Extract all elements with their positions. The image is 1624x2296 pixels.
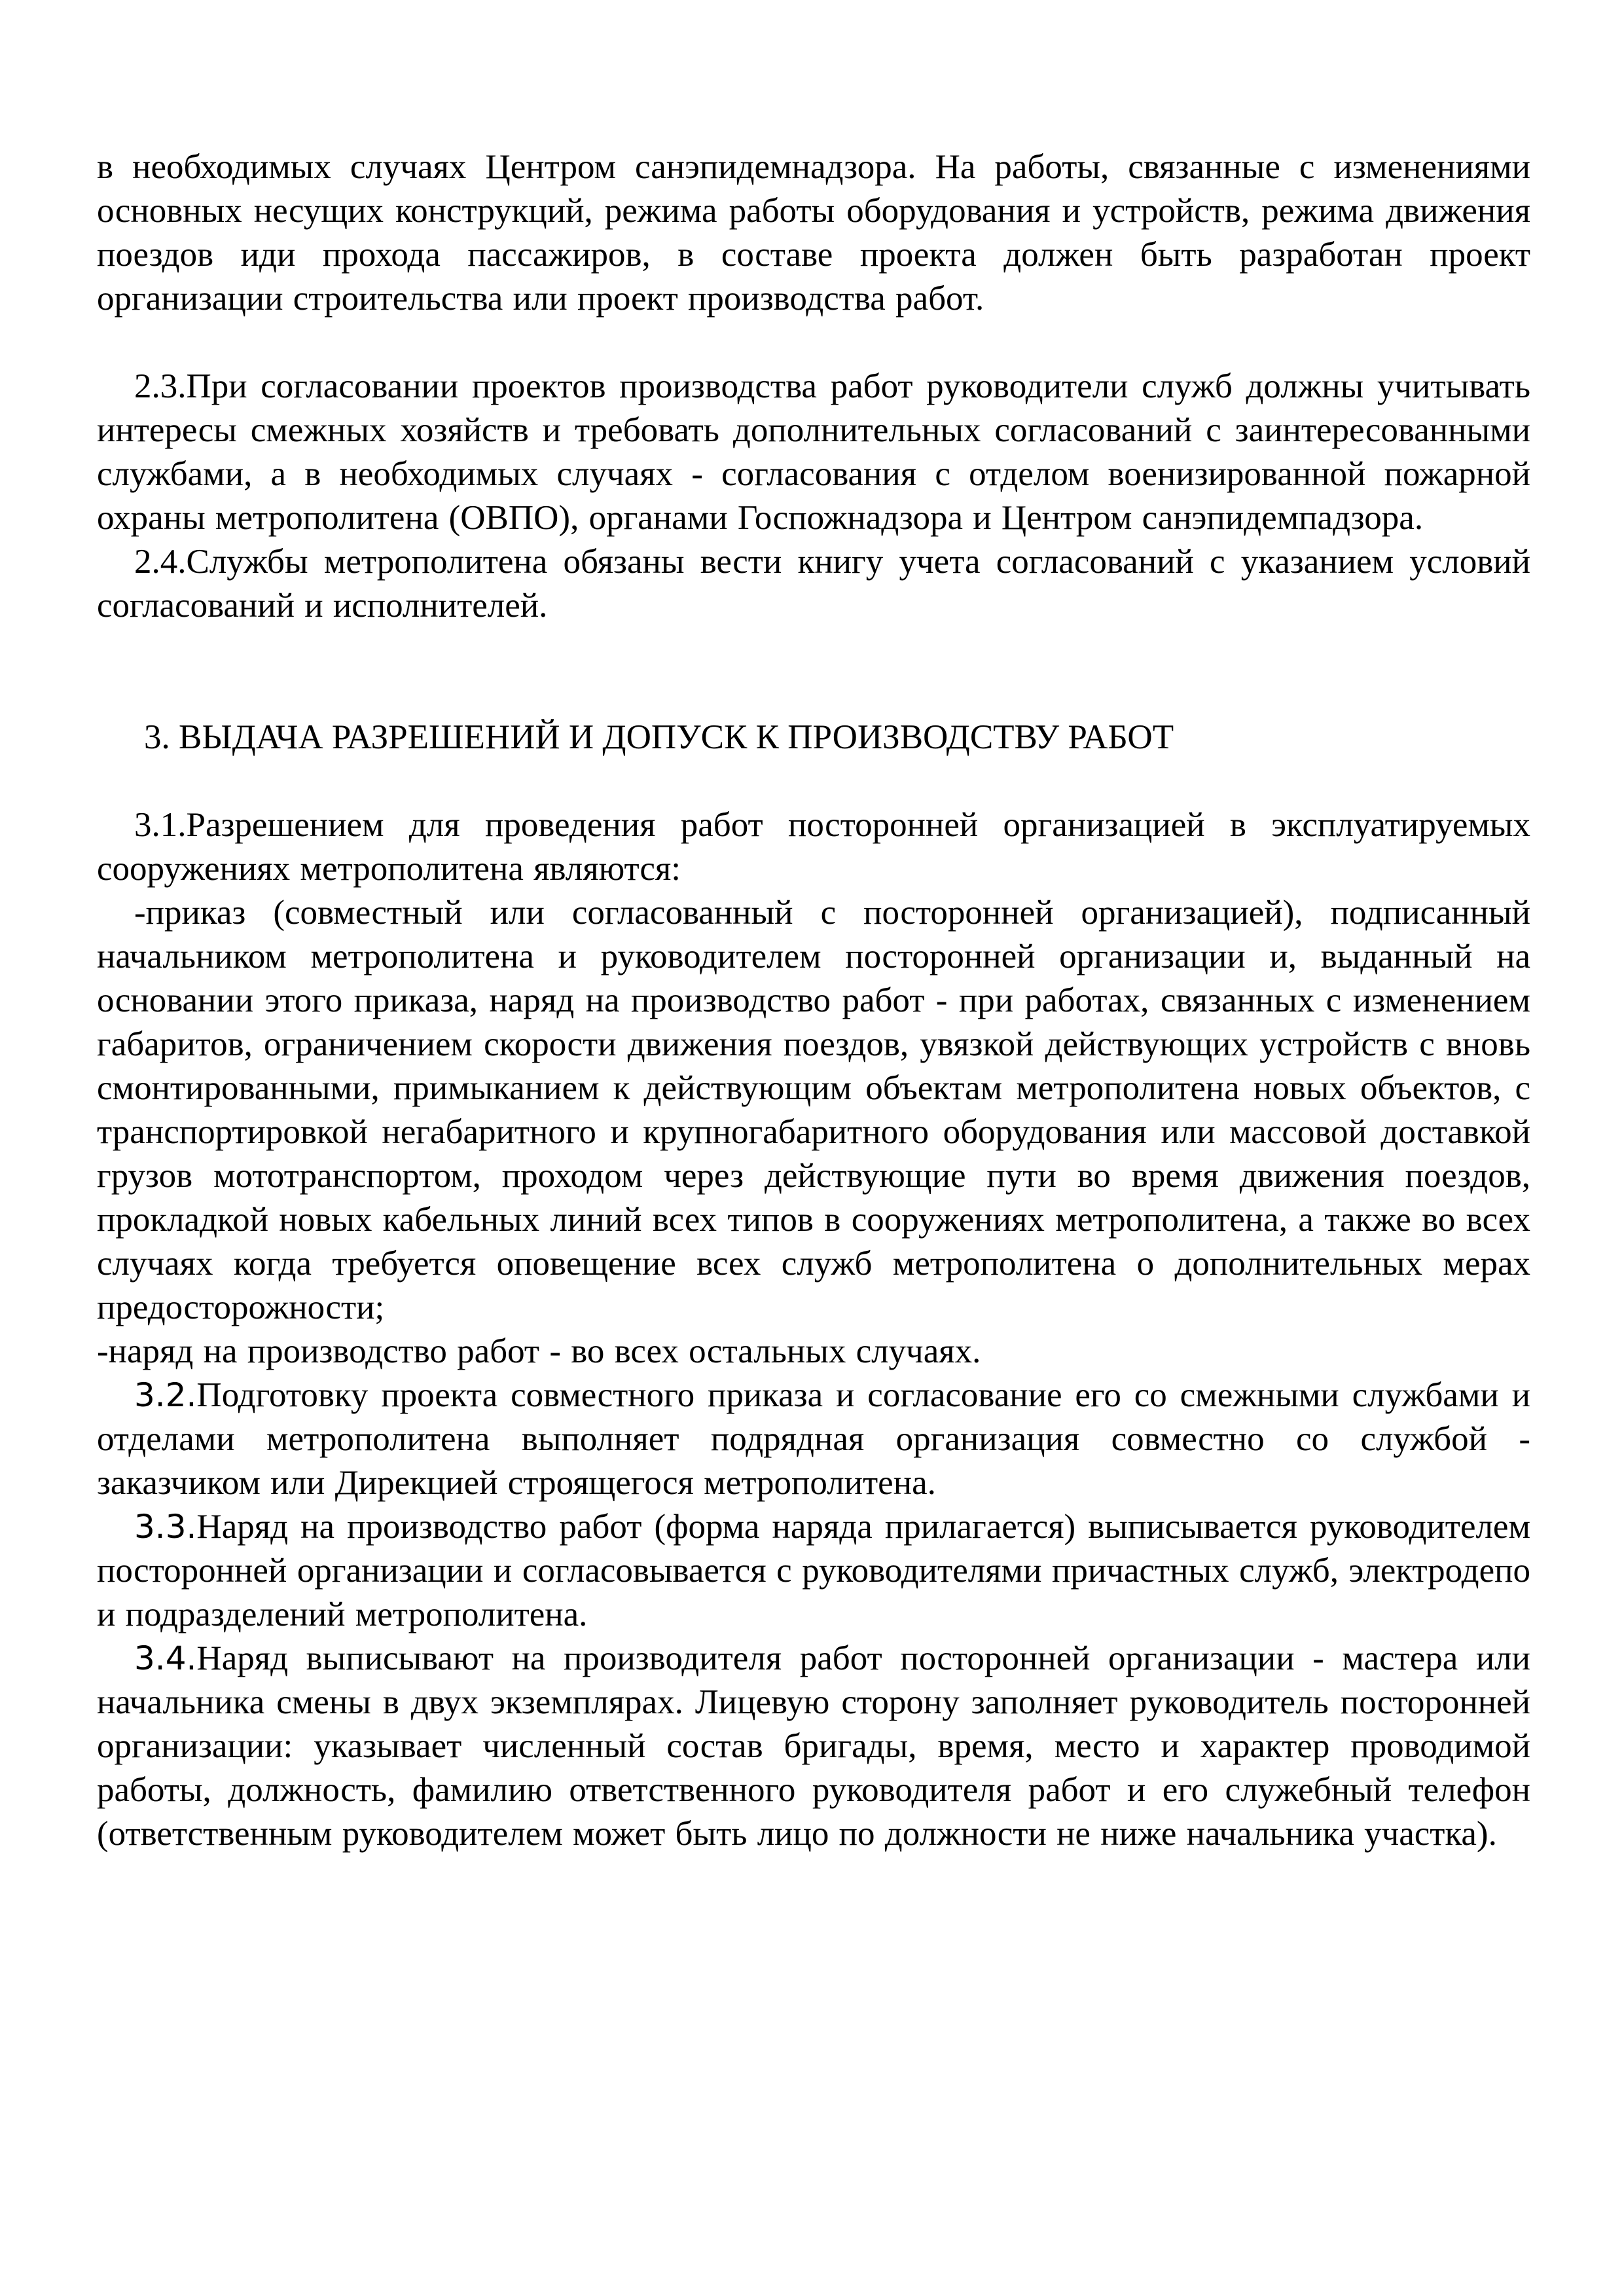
paragraph-3-1-work-permit-item: -наряд на производство работ - во всех остальных случаях. <box>97 1332 981 1370</box>
paragraph-number: 3.3. <box>134 1508 197 1546</box>
paragraph-number: 3.4. <box>134 1639 197 1677</box>
section-3-heading: 3. ВЫДАЧА РАЗРЕШЕНИЙ И ДОПУСК К ПРОИЗВОДСТВУ РАБОТ <box>144 718 1174 756</box>
paragraph-3-1: 3.1.Разрешением для проведения работ посторонней организацией в эксплуатируемых сооружениях метрополитена являются: <box>97 806 1530 888</box>
paragraph-3-3 <box>97 1505 1530 1637</box>
paragraph-text: Наряд выписывают на производителя работ посторонней организации - мастера или начальника смены в двух экземплярах. Лицевую сторону заполняет руководитель посторонней организации: указывает численный состав бригады, время, место и характер проводимой работы, должность, фамилию ответственного руководителя работ и его служебный телефон (ответственным руководителем может быть лицо по должности не ниже начальника участка). <box>97 1639 1530 1853</box>
paragraph-2-3: 2.3.При согласовании проектов производства работ руководители служб должны учитывать интересы смежных хозяйств и требовать дополнительных согласований с заинтересованными службами, а в необходимых случаях - согласования с отделом военизированной пожарной охраны метрополитена (ОВПО), органами Госпожнадзора и Центром санэпидемпадзора. <box>97 367 1530 537</box>
paragraph-2-4: 2.4.Службы метрополитена обязаны вести книгу учета согласований с указанием условий согласований и исполнителей. <box>97 543 1530 625</box>
paragraph-3-4 <box>97 1637 1530 1856</box>
paragraph-3-1-order-item: -приказ (совместный или согласованный с посторонней организацией), подписанный начальником метрополитена и руководителем посторонней организации и, выданный на основании этого приказа, наряд на производство работ - при работах, связанных с изменением габаритов, ограничением скорости движения поездов, увязкой действующих устройств с вновь смонтированными, примыканием к действующим объектам метрополитена новых объектов, с транспортировкой негабаритного и крупногабаритного оборудования или массовой доставкой грузов мототранспортом, проходом через действующие пути во время движения поездов, прокладкой новых кабельных линий всех типов в сооружениях метрополитена, а также во всех случаях когда требуется оповещение всех служб метрополитена о дополнительных мерах предосторожности; <box>97 894 1530 1326</box>
paragraph-text: Наряд на производство работ (форма наряда прилагается) выписывается руководителем посторонней организации и согласовывается с руководителями причастных служб, электродепо и подразделений метрополитена. <box>97 1508 1530 1633</box>
paragraph-3-2 <box>97 1374 1530 1505</box>
paragraph-2-2-continuation: в необходимых случаях Центром санэпидемнадзора. На работы, связанные с изменениями основных несущих конструкций, режима работы оборудования и устройств, режима движения поездов иди прохода пассажиров, в составе проекта должен быть разработан проект организации строительства или проект производства работ. <box>97 148 1530 318</box>
paragraph-number: 3.2. <box>134 1376 197 1414</box>
paragraph-text: Подготовку проекта совместного приказа и согласование его со смежными службами и отделами метрополитена выполняет подрядная организация совместно со службой - заказчиком или Дирекцией строящегося метрополитена. <box>97 1376 1530 1502</box>
document-body <box>97 145 1530 1856</box>
